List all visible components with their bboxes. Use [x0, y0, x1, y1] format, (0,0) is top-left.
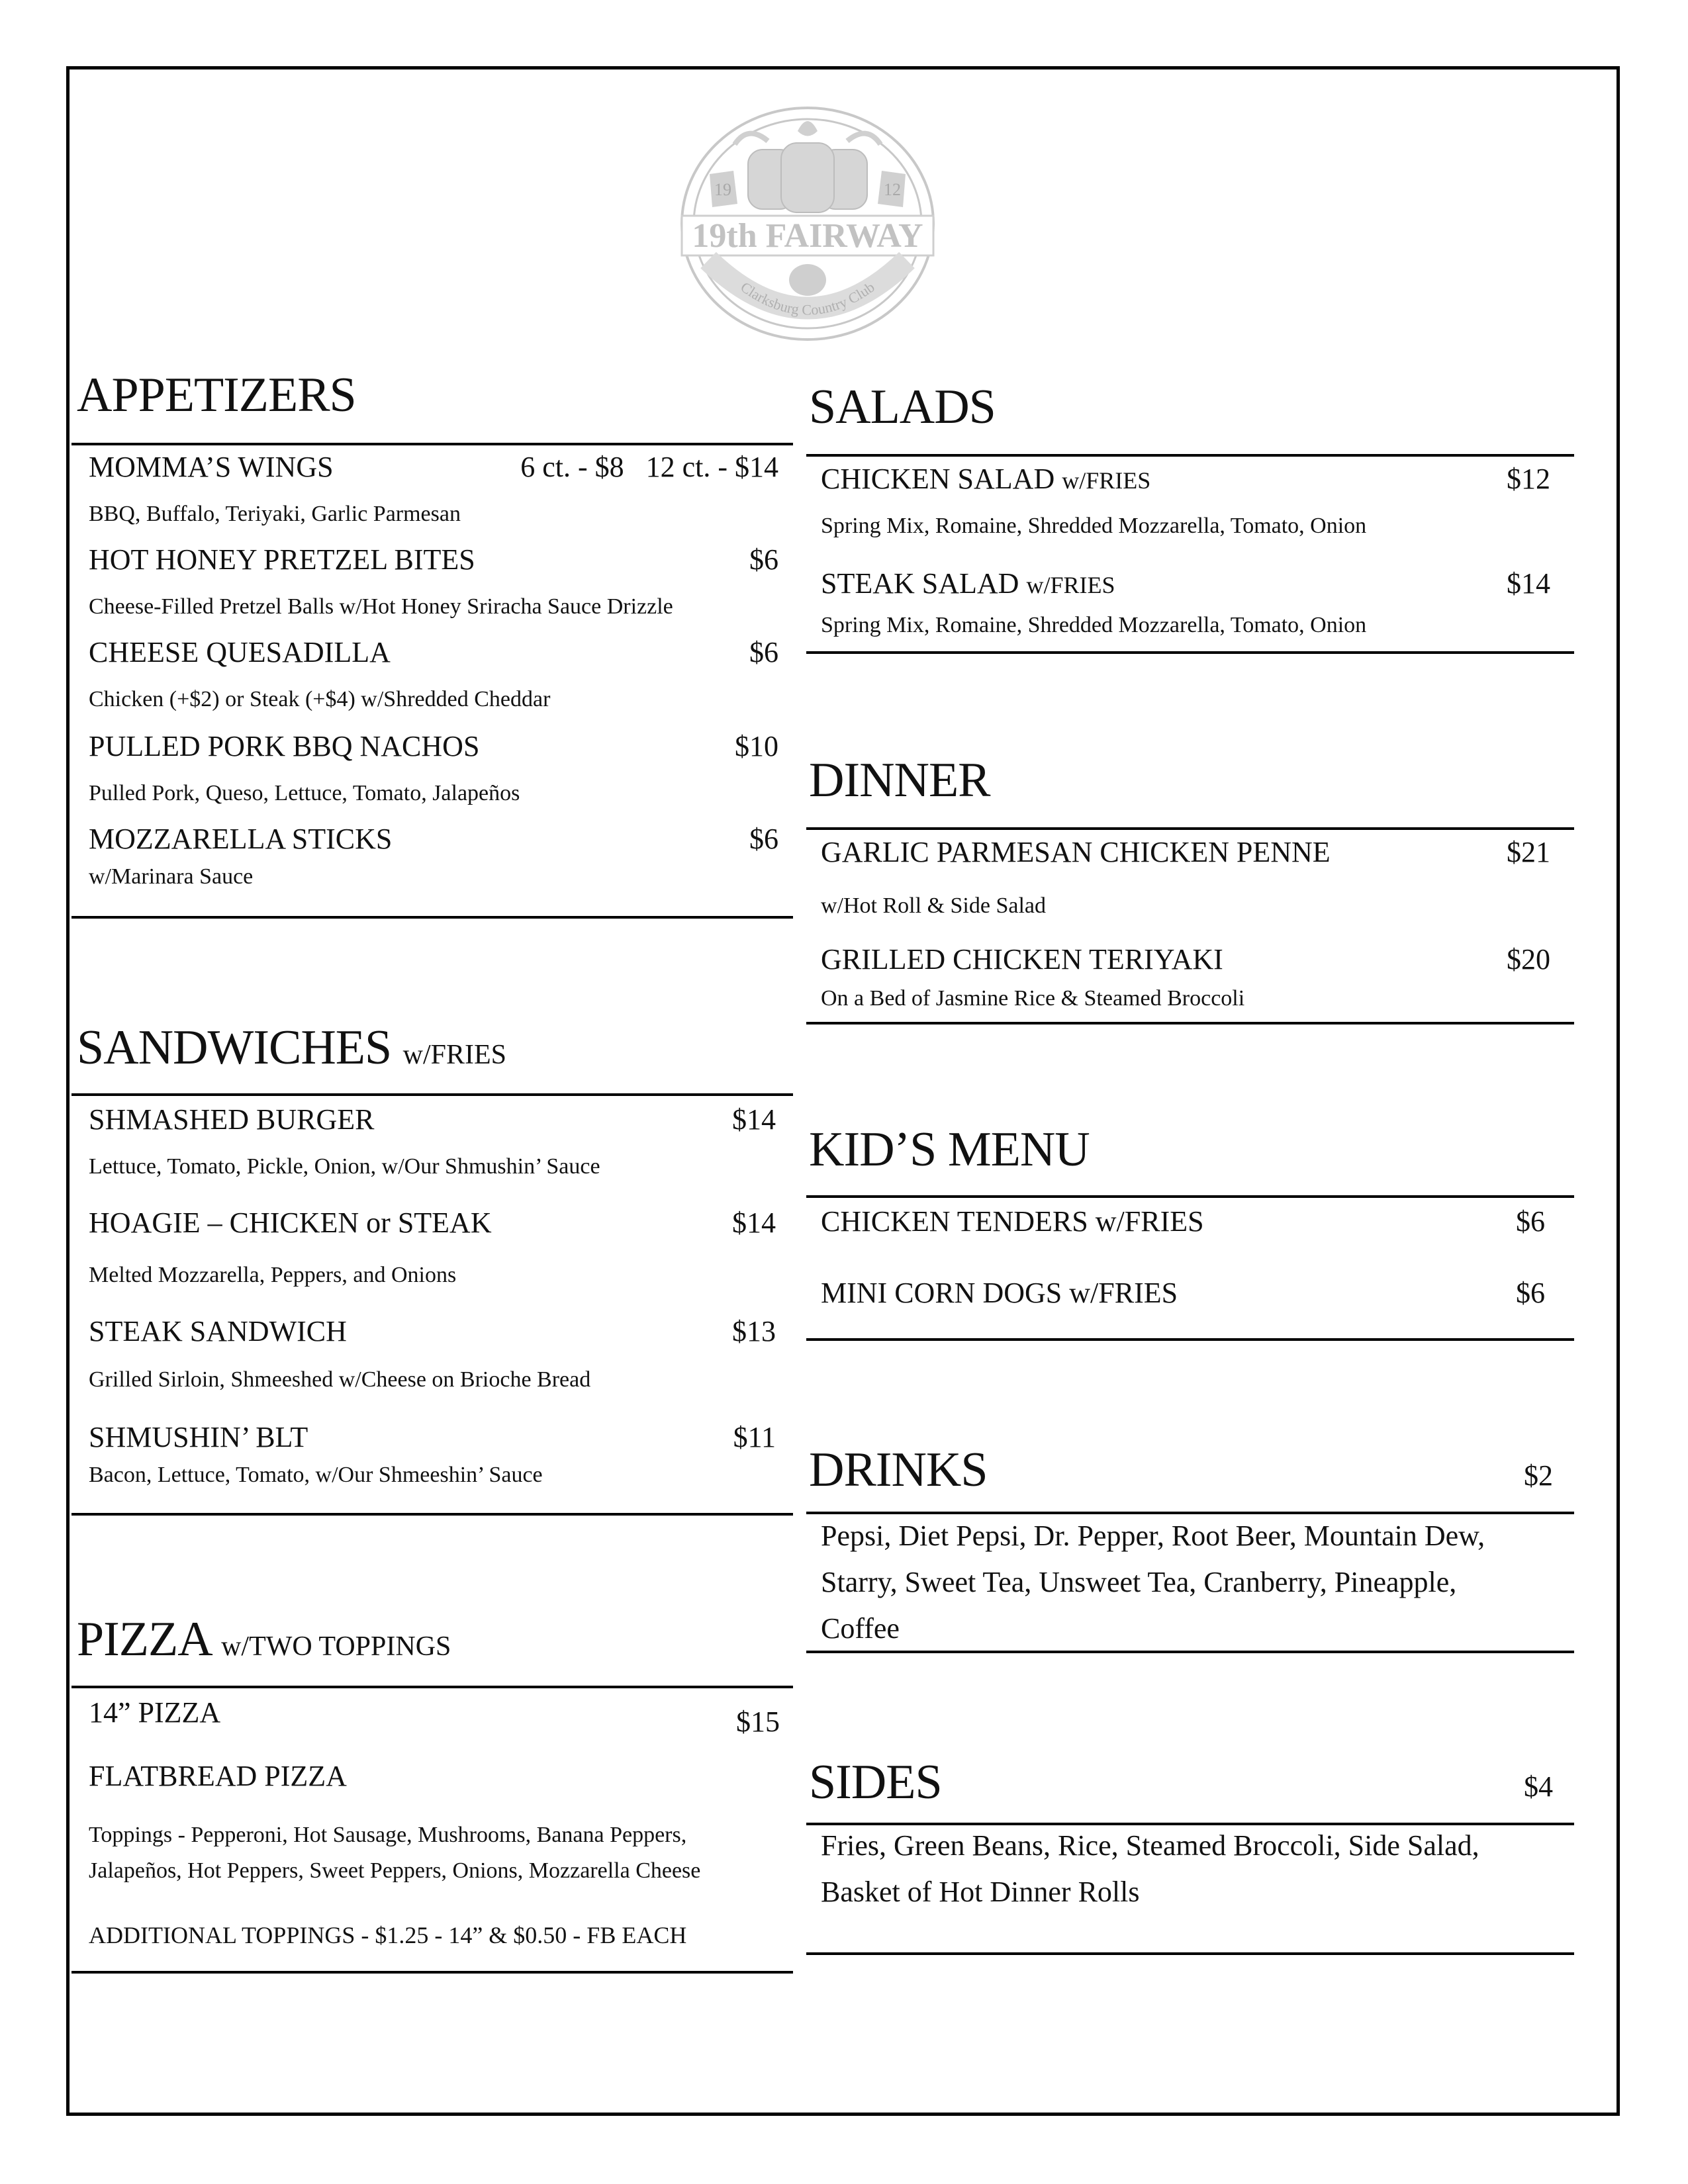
- section-title: SALADS: [809, 380, 996, 434]
- drinks-list-line-1: Pepsi, Diet Pepsi, Dr. Pepper, Root Beer, Mountain Dew,: [821, 1520, 1485, 1552]
- menu-item-price: $14: [732, 1206, 776, 1239]
- menu-item-desc: Cheese-Filled Pretzel Balls w/Hot Honey Sriracha Sauce Drizzle: [89, 594, 673, 619]
- section-price: $4: [1524, 1770, 1553, 1803]
- menu-item-desc: On a Bed of Jasmine Rice & Steamed Broccoli: [821, 986, 1245, 1011]
- menu-item-desc: Spring Mix, Romaine, Shredded Mozzarella, Tomato, Onion: [821, 514, 1367, 538]
- section-title: SIDES: [809, 1755, 942, 1809]
- menu-item-desc: Bacon, Lettuce, Tomato, w/Our Shmeeshin’ Sauce: [89, 1463, 543, 1487]
- toppings-line-1: Toppings - Pepperoni, Hot Sausage, Mushrooms, Banana Peppers,: [89, 1823, 687, 1847]
- menu-item-price: 6 ct. - $8 12 ct. - $14: [520, 451, 778, 483]
- menu-item-price: $6: [1516, 1205, 1545, 1238]
- section-title: APPETIZERS: [77, 368, 356, 422]
- club-logo: [669, 105, 947, 343]
- divider: [806, 1338, 1574, 1341]
- logo-year-right: 12: [884, 180, 901, 199]
- menu-item-name: SHMASHED BURGER: [89, 1103, 375, 1136]
- section-subtitle: w/FRIES: [402, 1040, 506, 1070]
- menu-item-name: GRILLED CHICKEN TERIYAKI: [821, 943, 1223, 976]
- divider: [71, 1686, 793, 1688]
- menu-item-name-text: STEAK SALAD: [821, 567, 1019, 600]
- divider: [71, 916, 793, 919]
- divider: [71, 1971, 793, 1974]
- divider: [71, 443, 793, 445]
- section-title: KID’S MENU: [809, 1122, 1090, 1177]
- section-title-text: SANDWICHES: [77, 1021, 392, 1075]
- divider: [806, 454, 1574, 457]
- divider: [806, 1195, 1574, 1198]
- section-title: DRINKS: [809, 1443, 988, 1497]
- divider: [806, 1651, 1574, 1653]
- menu-item-price: $6: [749, 636, 778, 668]
- menu-item-name: HOT HONEY PRETZEL BITES: [89, 543, 475, 576]
- menu-item-desc: BBQ, Buffalo, Teriyaki, Garlic Parmesan: [89, 502, 461, 526]
- thistle-icon: [789, 264, 826, 296]
- section-title: [77, 1612, 451, 1666]
- menu-item-price: $10: [735, 730, 778, 762]
- additional-toppings: ADDITIONAL TOPPINGS - $1.25 - 14” & $0.50 - FB EACH: [89, 1922, 687, 1948]
- divider: [806, 1952, 1574, 1955]
- section-price: $2: [1524, 1459, 1553, 1492]
- menu-item-price: $15: [736, 1706, 780, 1738]
- menu-item-name: CHEESE QUESADILLA: [89, 636, 391, 668]
- section-title: DINNER: [809, 753, 990, 807]
- menu-item-name: STEAK SANDWICH: [89, 1315, 347, 1347]
- menu-item-desc: w/Marinara Sauce: [89, 864, 254, 889]
- divider: [71, 1093, 793, 1096]
- menu-item-name: SHMUSHIN’ BLT: [89, 1421, 308, 1453]
- menu-item-suffix: w/FRIES: [1062, 467, 1151, 494]
- divider: [71, 1513, 793, 1516]
- divider: [806, 651, 1574, 654]
- menu-item-price: $14: [732, 1103, 776, 1136]
- menu-item-desc: Lettuce, Tomato, Pickle, Onion, w/Our Shmushin’ Sauce: [89, 1154, 600, 1179]
- menu-item-price: $21: [1507, 836, 1550, 868]
- menu-item-name: PULLED PORK BBQ NACHOS: [89, 730, 480, 762]
- menu-item-desc: Grilled Sirloin, Shmeeshed w/Cheese on Brioche Bread: [89, 1367, 591, 1392]
- menu-item-desc: Melted Mozzarella, Peppers, and Onions: [89, 1263, 457, 1287]
- drinks-list-line-3: Coffee: [821, 1612, 900, 1645]
- toppings-line-2: Jalapeños, Hot Peppers, Sweet Peppers, Onions, Mozzarella Cheese: [89, 1858, 701, 1883]
- logo-subtitle: Clarksburg Country Club: [737, 278, 878, 318]
- divider: [806, 827, 1574, 830]
- menu-item-name: MINI CORN DOGS w/FRIES: [821, 1277, 1178, 1309]
- logo-title: 19th FAIRWAY: [692, 217, 923, 255]
- menu-item-price: $6: [1516, 1277, 1545, 1309]
- section-title: [77, 1021, 506, 1075]
- menu-item-desc: Pulled Pork, Queso, Lettuce, Tomato, Jalapeños: [89, 781, 520, 805]
- section-title-text: PIZZA: [77, 1612, 210, 1666]
- menu-item-name: GARLIC PARMESAN CHICKEN PENNE: [821, 836, 1331, 868]
- menu-item-price: $6: [749, 543, 778, 576]
- menu-item-price: $6: [749, 823, 778, 855]
- logo-year-left: 19: [714, 180, 731, 199]
- menu-item-name: MOZZARELLA STICKS: [89, 823, 393, 855]
- menu-item-name: [821, 569, 1115, 598]
- menu-item-price: $12: [1507, 463, 1550, 495]
- menu-item-price: $13: [732, 1315, 776, 1347]
- menu-item-desc: Spring Mix, Romaine, Shredded Mozzarella, Tomato, Onion: [821, 613, 1367, 637]
- menu-item-name: CHICKEN TENDERS w/FRIES: [821, 1205, 1204, 1238]
- menu-item-desc: Chicken (+$2) or Steak (+$4) w/Shredded Cheddar: [89, 687, 551, 711]
- menu-item-name: FLATBREAD PIZZA: [89, 1760, 347, 1792]
- menu-item-name: MOMMA’S WINGS: [89, 451, 334, 483]
- menu-item-name-text: CHICKEN SALAD: [821, 463, 1055, 495]
- menu-item-name: HOAGIE – CHICKEN or STEAK: [89, 1206, 492, 1239]
- drinks-list-line-2: Starry, Sweet Tea, Unsweet Tea, Cranberry, Pineapple,: [821, 1566, 1457, 1598]
- sides-list-line-1: Fries, Green Beans, Rice, Steamed Broccoli, Side Salad,: [821, 1829, 1479, 1862]
- barrels-icon: [748, 143, 867, 212]
- leaf-left-icon: [735, 134, 768, 144]
- menu-item-desc: w/Hot Roll & Side Salad: [821, 893, 1046, 918]
- menu-item-price: $20: [1507, 943, 1550, 976]
- menu-item-suffix: w/FRIES: [1026, 572, 1115, 598]
- menu-item-price: $14: [1507, 567, 1550, 600]
- menu-item-price: $11: [733, 1421, 776, 1453]
- menu-item-name: 14” PIZZA: [89, 1696, 221, 1729]
- section-subtitle: w/TWO TOPPINGS: [221, 1631, 451, 1662]
- menu-item-name: [821, 465, 1150, 494]
- sides-list-line-2: Basket of Hot Dinner Rolls: [821, 1876, 1140, 1908]
- leaf-right-icon: [847, 134, 880, 144]
- ornament-icon: [798, 121, 818, 136]
- divider: [806, 1022, 1574, 1024]
